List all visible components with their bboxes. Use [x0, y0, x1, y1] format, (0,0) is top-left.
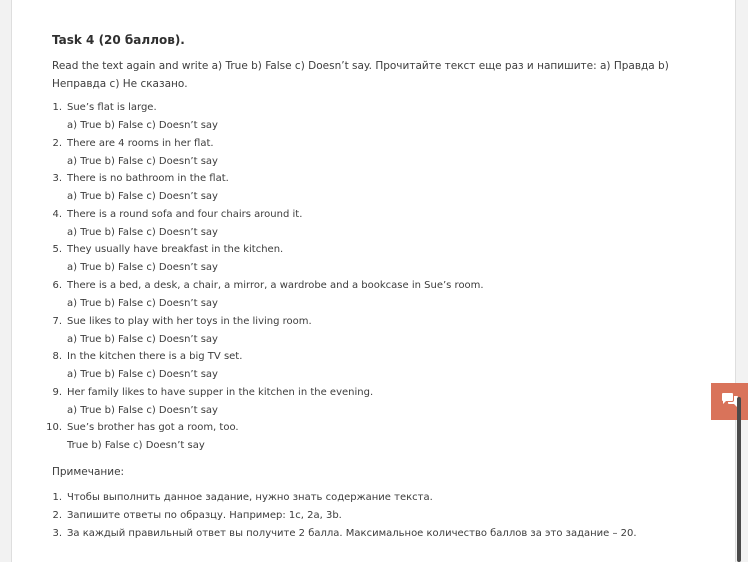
- scrollbar[interactable]: [737, 397, 741, 562]
- question-text: There is a round sofa and four chairs around it.: [67, 208, 303, 220]
- question-number: 8.: [52, 351, 62, 363]
- question-text: There is a bed, a desk, a chair, a mirror, a wardrobe and a bookcase in Sue’s room.: [67, 279, 484, 291]
- question-item: [52, 313, 692, 349]
- question-options: a) True b) False c) Doesn’t say: [67, 297, 218, 309]
- note-number: 2.: [52, 509, 62, 521]
- question-number: 4.: [52, 208, 62, 220]
- question-item: [52, 384, 692, 420]
- note-item: [52, 525, 692, 543]
- question-options: a) True b) False c) Doesn’t say: [67, 404, 218, 416]
- question-item: [46, 419, 692, 455]
- notes-list: [52, 489, 692, 543]
- question-options: a) True b) False c) Doesn’t say: [67, 226, 218, 238]
- question-options: a) True b) False c) Doesn’t say: [67, 120, 218, 131]
- question-item: [52, 99, 692, 135]
- question-text: Her family likes to have supper in the kitchen in the evening.: [67, 386, 374, 398]
- question-text: There is no bathroom in the flat.: [67, 173, 229, 185]
- question-item: [52, 277, 692, 313]
- question-options: a) True b) False c) Doesn’t say: [67, 333, 218, 345]
- question-text: There are 4 rooms in her flat.: [67, 137, 214, 149]
- chat-bubbles-icon: [721, 392, 739, 412]
- question-item: [52, 241, 692, 277]
- question-number: 2.: [52, 137, 62, 149]
- question-options: a) True b) False c) Doesn’t say: [67, 262, 218, 274]
- question-text: Sue’s flat is large.: [67, 102, 157, 113]
- question-number: 1.: [52, 102, 62, 113]
- note-number: 3.: [52, 527, 62, 539]
- question-text: They usually have breakfast in the kitchen.: [67, 244, 284, 256]
- question-list: [46, 99, 692, 455]
- chat-button[interactable]: [711, 383, 748, 420]
- question-options: a) True b) False c) Doesn’t say: [67, 369, 218, 381]
- question-text: Sue likes to play with her toys in the living room.: [67, 315, 312, 327]
- question-item: [52, 135, 692, 171]
- note-text: За каждый правильный ответ вы получите 2 балла. Максимальное количество баллов за это задание – 20.: [67, 527, 637, 539]
- task-content: [46, 30, 692, 543]
- question-options: a) True b) False c) Doesn’t say: [67, 155, 218, 167]
- question-number: 5.: [52, 244, 62, 256]
- note-item: [52, 489, 692, 507]
- question-text: Sue’s brother has got a room, too.: [67, 422, 239, 434]
- question-text: In the kitchen there is a big TV set.: [67, 351, 243, 363]
- note-number: 1.: [52, 491, 62, 503]
- note-text: Запишите ответы по образцу. Например: 1c, 2a, 3b.: [67, 509, 342, 521]
- question-item: [52, 348, 692, 384]
- question-item: [52, 170, 692, 206]
- question-number: 9.: [52, 386, 62, 398]
- task-intro: Read the text again and write a) True b) False c) Doesn’t say. Прочитайте текст еще раз и напишите: а) Правда b) Неправда c) Не сказано.: [52, 60, 669, 90]
- question-item: [52, 206, 692, 242]
- question-options: a) True b) False c) Doesn’t say: [67, 191, 218, 203]
- question-number: 3.: [52, 173, 62, 185]
- question-number: 6.: [52, 279, 62, 291]
- task-title: Task 4 (20 баллов).: [52, 33, 185, 47]
- question-options: True b) False c) Doesn’t say: [67, 440, 205, 452]
- note-text: Чтобы выполнить данное задание, нужно знать содержание текста.: [67, 491, 433, 503]
- note-item: [52, 507, 692, 525]
- document-card: [11, 0, 736, 562]
- question-number: 10.: [46, 422, 62, 434]
- question-number: 7.: [52, 315, 62, 327]
- notes-title: Примечание:: [52, 465, 125, 478]
